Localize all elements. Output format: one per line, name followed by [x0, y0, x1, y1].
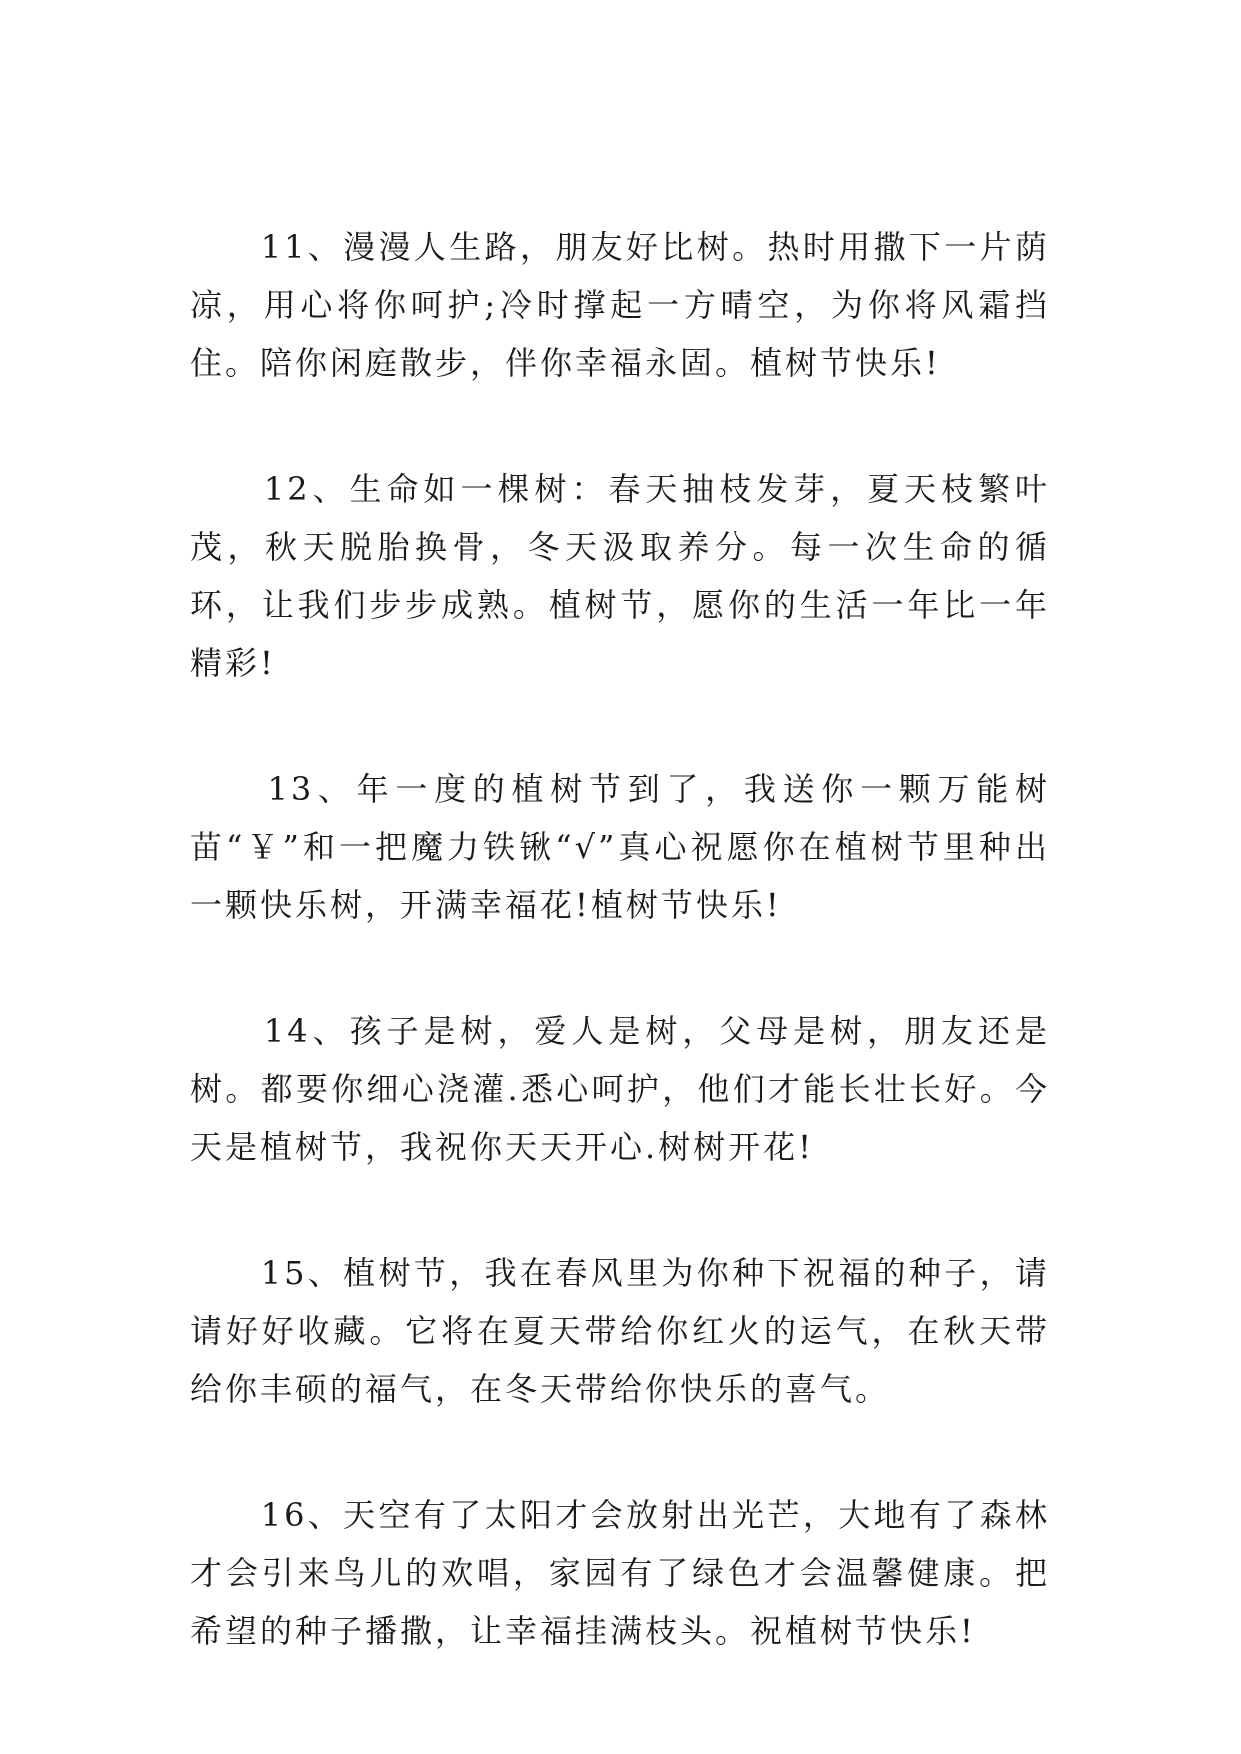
paragraph-16: 16、天空有了太阳才会放射出光芒，大地有了森林才会引来鸟儿的欢唱，家园有了绿色才会温馨健康。把希望的种子播撒，让幸福挂满枝头。祝植树节快乐! [190, 1496, 1050, 1650]
paragraph-14: 14、孩子是树，爱人是树，父母是树，朋友还是树。都要你细心浇灌.悉心呵护，他们才能长壮长好。今天是植树节，我祝你天天开心.树树开花! [190, 1012, 1050, 1166]
paragraph-13: 13、年一度的植树节到了，我送你一颗万能树苗“￥”和一把魔力铁锹“√”真心祝愿你在植树节里种出一颗快乐树，开满幸福花!植树节快乐! [190, 770, 1050, 924]
paragraph-12: 12、生命如一棵树：春天抽枝发芽，夏天枝繁叶茂，秋天脱胎换骨，冬天汲取养分。每一次生命的循环，让我们步步成熟。植树节，愿你的生活一年比一年精彩! [190, 470, 1050, 682]
paragraph-11: 11、漫漫人生路，朋友好比树。热时用撒下一片荫凉，用心将你呵护;冷时撑起一方晴空，为你将风霜挡住。陪你闲庭散步，伴你幸福永固。植树节快乐! [190, 228, 1050, 382]
document-body [190, 218, 1050, 1728]
paragraph-15: 15、植树节，我在春风里为你种下祝福的种子，请请好好收藏。它将在夏天带给你红火的运气，在秋天带给你丰硕的福气，在冬天带给你快乐的喜气。 [190, 1254, 1050, 1408]
